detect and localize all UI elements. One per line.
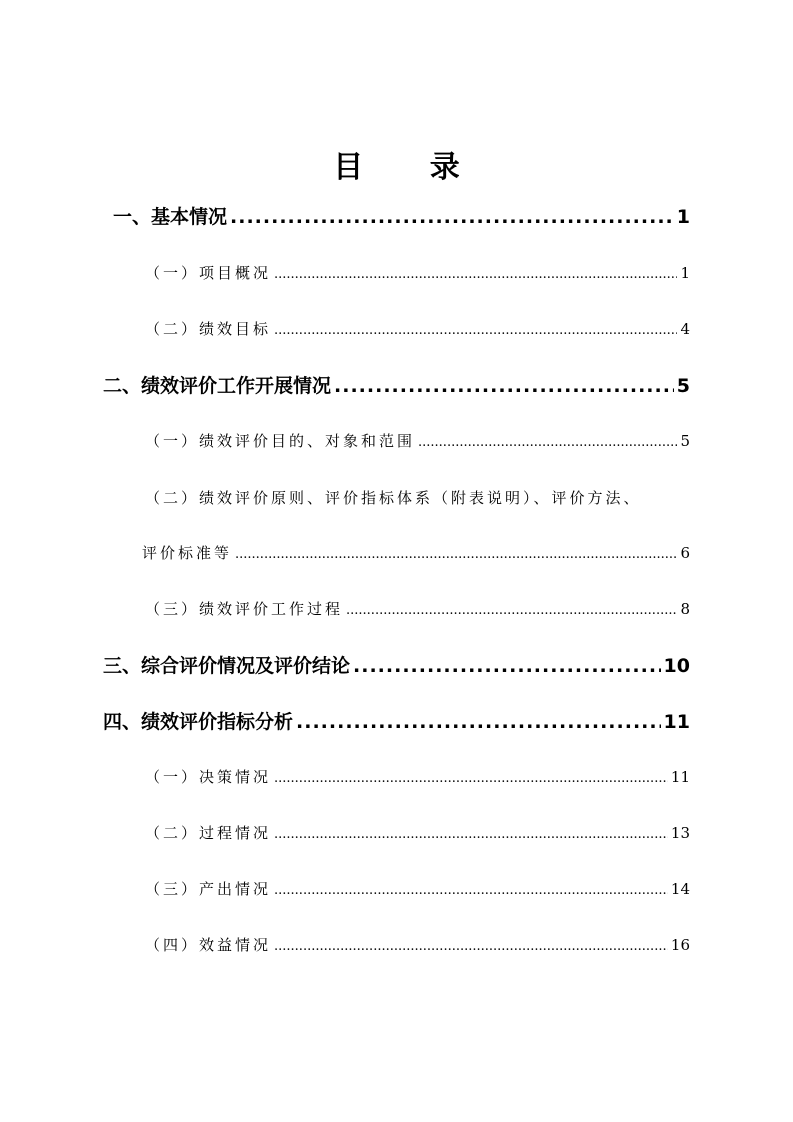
toc-leader-dots	[274, 323, 677, 338]
toc-leader-dots	[274, 267, 677, 282]
toc-entry-subsection-4-3[interactable]	[145, 878, 690, 899]
toc-entry-label: 评价标准等	[142, 544, 233, 562]
toc-entry-label: （一）决策情况	[145, 768, 272, 786]
toc-entry-page: 10	[663, 655, 690, 677]
toc-entry-subsection-2-3[interactable]	[145, 598, 690, 619]
toc-entry-subsection-2-1[interactable]	[145, 430, 690, 451]
toc-entry-page: 5	[676, 375, 690, 397]
toc-entry-page: 8	[680, 600, 690, 618]
toc-entry-subsection-2-2[interactable]	[142, 542, 690, 563]
toc-leader-dots	[274, 939, 668, 954]
toc-entry-label: （三）产出情况	[145, 880, 272, 898]
toc-entry-page: 1	[676, 206, 690, 228]
toc-entry-label: 三、综合评价情况及评价结论	[103, 655, 351, 677]
toc-leader-dots	[230, 206, 674, 228]
toc-entry-section-3[interactable]	[103, 651, 690, 678]
toc-entry-page: 11	[670, 768, 690, 786]
toc-entry-page: 16	[670, 936, 690, 954]
toc-leader-dots	[353, 655, 661, 677]
toc-entry-subsection-4-4[interactable]	[145, 934, 690, 955]
toc-entry-subsection-4-1[interactable]	[145, 766, 690, 787]
toc-leader-dots	[418, 435, 677, 450]
toc-leader-dots	[235, 547, 677, 562]
toc-entry-label: 一、基本情况	[113, 206, 228, 228]
toc-title: 目 录	[333, 150, 488, 185]
toc-leader-dots	[334, 375, 674, 397]
toc-entry-label: （三）绩效评价工作过程	[145, 600, 344, 618]
toc-leader-dots	[346, 603, 677, 618]
toc-entry-subsection-1-1[interactable]	[145, 262, 690, 283]
toc-entry-label: （一）绩效评价目的、对象和范围	[145, 432, 416, 450]
toc-entry-page: 5	[680, 432, 690, 450]
toc-entry-subsection-2-2-line1[interactable]: （二）绩效评价原则、评价指标体系（附表说明）、评价方法、	[145, 489, 642, 507]
toc-entry-label: 四、绩效评价指标分析	[103, 711, 294, 733]
toc-entry-section-1[interactable]	[113, 202, 690, 229]
toc-entry-page: 13	[670, 824, 690, 842]
toc-entry-label: （四）效益情况	[145, 936, 272, 954]
toc-entry-page: 6	[680, 544, 690, 562]
toc-entry-section-2[interactable]	[103, 371, 690, 398]
toc-entry-section-4[interactable]	[103, 707, 690, 734]
toc-entry-label: （一）项目概况	[145, 264, 272, 282]
toc-entry-label: 二、绩效评价工作开展情况	[103, 375, 332, 397]
toc-entry-label: （二）过程情况	[145, 824, 272, 842]
toc-leader-dots	[296, 711, 661, 733]
toc-entry-page: 14	[670, 880, 690, 898]
toc-entry-page: 1	[680, 264, 690, 282]
toc-leader-dots	[274, 771, 668, 786]
toc-entry-label: （二）绩效目标	[145, 320, 272, 338]
toc-leader-dots	[274, 827, 668, 842]
toc-entry-page: 11	[663, 711, 690, 733]
toc-leader-dots	[274, 883, 668, 898]
toc-entry-subsection-1-2[interactable]	[145, 318, 690, 339]
toc-entry-subsection-4-2[interactable]	[145, 822, 690, 843]
toc-entry-page: 4	[680, 320, 690, 338]
